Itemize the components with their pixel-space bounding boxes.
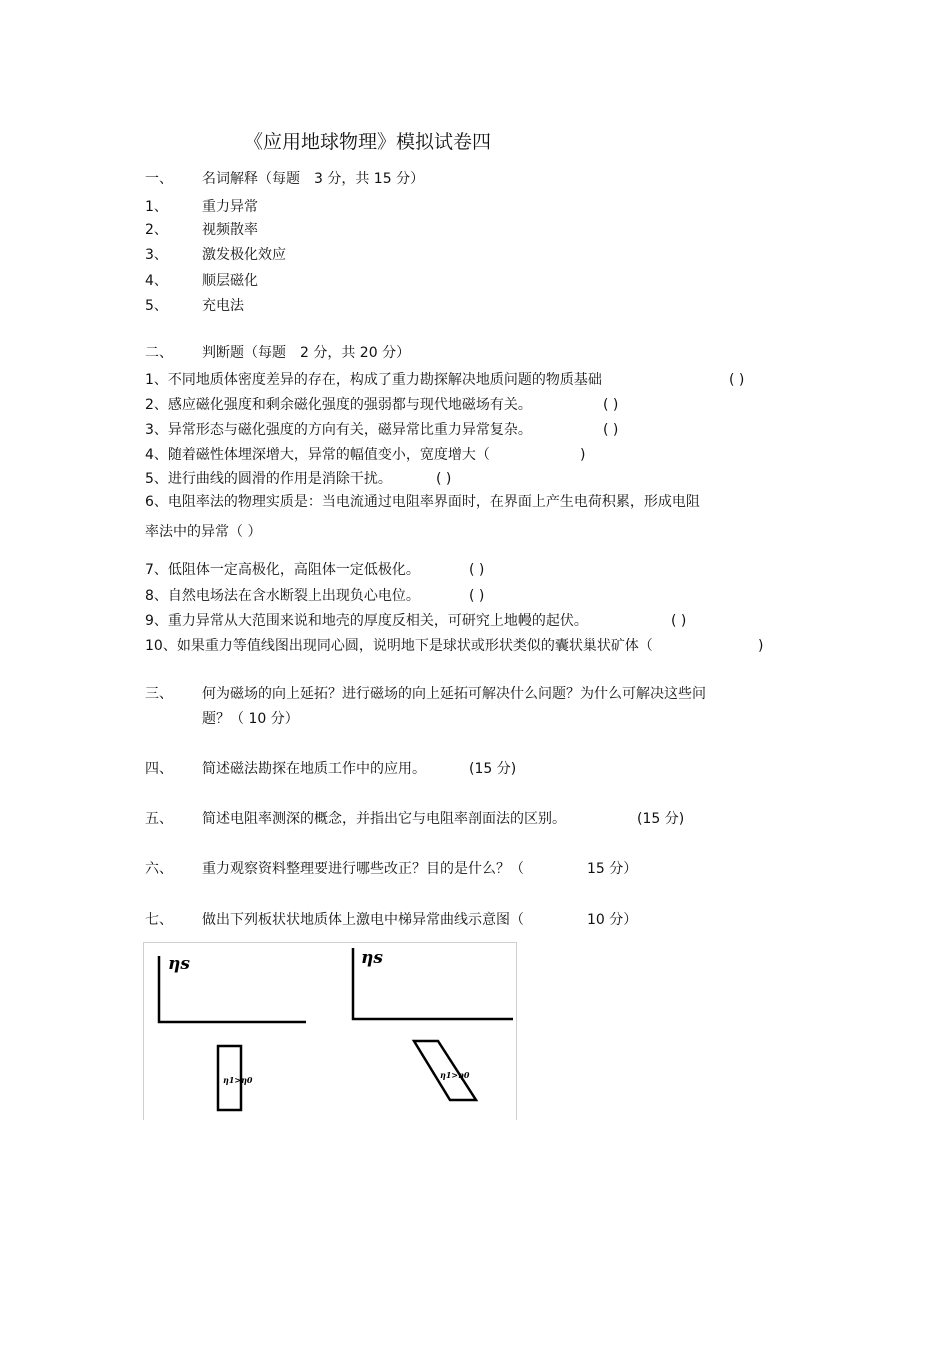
page-title: 《应用地球物理》模拟试卷四 [244, 131, 492, 153]
section-1-number: 一、 [145, 171, 173, 187]
s1-item-3-number: 3、 [145, 247, 168, 263]
s2-item-9-paren: ( ) [671, 613, 687, 629]
s2-item-3-paren: ( ) [603, 422, 619, 438]
section-7-number: 七、 [145, 912, 173, 928]
s2-item-7-text: 7、低阻体一定高极化，高阻体一定低极化。 [145, 562, 420, 578]
section-2-heading: 判断题（每题 2 分，共 20 分） [202, 345, 411, 361]
s2-item-8-paren: ( ) [469, 588, 485, 604]
s2-item-1-text: 1、不同地质体密度差异的存在，构成了重力勘探解决地质问题的物质基础 [145, 372, 602, 388]
section-2-number: 二、 [145, 345, 173, 361]
s2-item-8-text: 8、自然电场法在含水断裂上出现负心电位。 [145, 588, 420, 604]
s2-item-2-text: 2、感应磁化强度和剩余磁化强度的强弱都与现代地磁场有关。 [145, 397, 532, 413]
figure-canvas [143, 942, 517, 1120]
s1-item-2-text: 视频散率 [202, 222, 258, 238]
s2-item-7-paren: ( ) [469, 562, 485, 578]
section-3-line-2: 题？（ 10 分） [202, 711, 299, 727]
section-7-text: 做出下列板状状地质体上激电中梯异常曲线示意图（ [202, 912, 524, 928]
s2-item-2-paren: ( ) [603, 397, 619, 413]
s1-item-1-number: 1、 [145, 199, 168, 215]
s2-item-5-text: 5、进行曲线的圆滑的作用是消除干扰。 [145, 471, 392, 487]
s2-item-3-text: 3、异常形态与磁化强度的方向有关，磁异常比重力异常复杂。 [145, 422, 532, 438]
section-4-number: 四、 [145, 761, 173, 777]
s1-item-1-text: 重力异常 [202, 199, 258, 215]
s2-item-10-paren: ) [758, 638, 764, 654]
s1-item-5-number: 5、 [145, 298, 168, 314]
s2-item-10-text: 10、如果重力等值线图出现同心圆，说明地下是球状或形状类似的囊状巢状矿体（ [145, 638, 653, 654]
s1-item-2-number: 2、 [145, 222, 168, 238]
s1-item-3-text: 激发极化效应 [202, 247, 286, 263]
plate-body-figure [143, 942, 517, 1120]
section-5-score: (15 分) [637, 811, 685, 827]
s2-item-6-text: 6、电阻率法的物理实质是：当电流通过电阻率界面时，在界面上产生电荷积累，形成电阻 [145, 494, 700, 510]
s2-item-5-paren: ( ) [436, 471, 452, 487]
section-4-score: (15 分) [469, 761, 517, 777]
section-6-text: 重力观察资料整理要进行哪些改正？目的是什么？（ [202, 861, 524, 877]
s2-item-4-paren: ) [580, 447, 586, 463]
s2-item-1-paren: ( ) [729, 372, 745, 388]
s1-item-4-text: 顺层磁化 [202, 273, 258, 289]
vertical-body-label: η1>η0 [223, 1075, 253, 1085]
s1-item-5-text: 充电法 [202, 298, 244, 314]
section-6-number: 六、 [145, 861, 173, 877]
s2-item-6-continuation: 率法中的异常（ ） [145, 524, 262, 540]
s2-item-4-text: 4、随着磁性体埋深增大，异常的幅值变小，宽度增大（ [145, 447, 490, 463]
section-4-text: 简述磁法勘探在地质工作中的应用。 [202, 761, 426, 777]
s2-item-9-text: 9、重力异常从大范围来说和地壳的厚度反相关，可研究上地幔的起伏。 [145, 613, 588, 629]
left-axis-label: ηs [168, 954, 190, 974]
section-5-number: 五、 [145, 811, 173, 827]
inclined-body-label: η1>η0 [440, 1070, 470, 1080]
section-3-number: 三、 [145, 686, 173, 702]
section-1-heading: 名词解释（每题 3 分，共 15 分） [202, 171, 425, 187]
s1-item-4-number: 4、 [145, 273, 168, 289]
section-6-score: 15 分） [587, 861, 638, 877]
section-7-score: 10 分） [587, 912, 638, 928]
right-axis-label: ηs [361, 948, 383, 968]
section-5-text: 简述电阻率测深的概念，并指出它与电阻率剖面法的区别。 [202, 811, 566, 827]
section-3-line-1: 何为磁场的向上延拓？进行磁场的向上延拓可解决什么问题？为什么可解决这些问 [202, 686, 706, 702]
